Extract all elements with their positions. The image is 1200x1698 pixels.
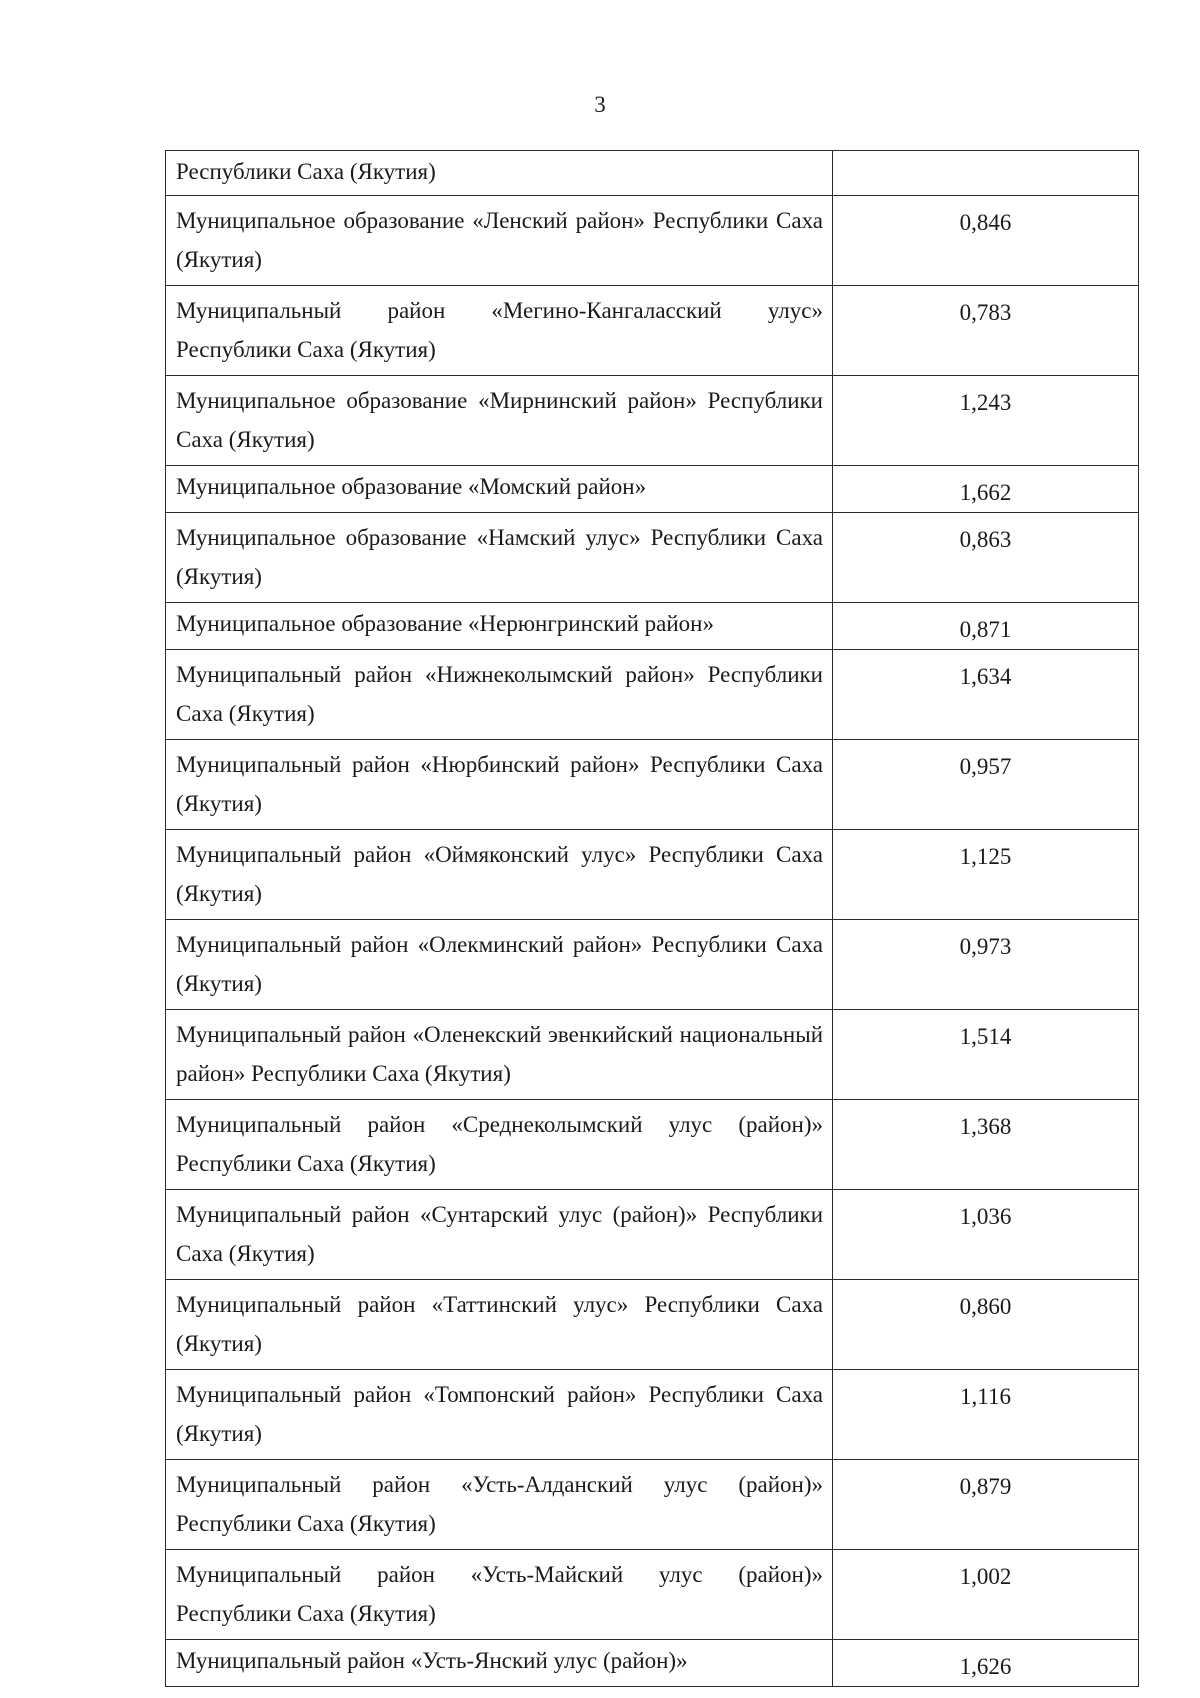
table-row [166, 1190, 1138, 1280]
table-row [166, 1460, 1138, 1550]
district-name-cell: Муниципальное образование «Мирнинский район» Республики Саха (Якутия) [166, 376, 833, 465]
coefficient-cell: 0,957 [959, 754, 1012, 779]
coefficient-cell: 1,626 [959, 1654, 1012, 1679]
district-name-cell: Муниципальный район «Мегино-Кангаласский улус» Республики Саха (Якутия) [166, 286, 833, 375]
coefficient-cell: 0,783 [959, 300, 1012, 325]
district-name-cell: Муниципальное образование «Намский улус» Республики Саха (Якутия) [166, 513, 833, 602]
coefficient-cell: 1,036 [959, 1204, 1012, 1229]
coefficient-cell: 1,514 [959, 1024, 1012, 1049]
district-name-cell: Муниципальный район «Сунтарский улус (район)» Республики Саха (Якутия) [166, 1190, 833, 1279]
coefficient-cell: 1,125 [959, 844, 1012, 869]
table-row [166, 196, 1138, 286]
coefficient-cell: 0,879 [959, 1474, 1012, 1499]
coefficient-cell: 1,116 [960, 1384, 1011, 1409]
table-row [166, 151, 1138, 196]
coefficient-cell: 0,860 [959, 1294, 1012, 1319]
district-name-cell: Муниципальный район «Усть-Майский улус (район)» Республики Саха (Якутия) [166, 1550, 833, 1639]
coefficient-cell: 0,863 [959, 527, 1012, 552]
table-row [166, 1280, 1138, 1370]
table-row [166, 1640, 1138, 1686]
table-row [166, 650, 1138, 740]
district-name-cell: Муниципальный район «Олекминский район» Республики Саха (Якутия) [166, 920, 833, 1009]
coefficient-cell [833, 151, 1138, 195]
district-name-cell: Муниципальное образование «Ленский район» Республики Саха (Якутия) [166, 196, 833, 285]
district-name-cell: Муниципальный район «Усть-Алданский улус (район)» Республики Саха (Якутия) [166, 1460, 833, 1549]
table-row [166, 466, 1138, 513]
table-row [166, 376, 1138, 466]
table-row [166, 740, 1138, 830]
page-number: 3 [594, 92, 606, 117]
coefficient-cell: 0,871 [959, 617, 1012, 642]
table-row [166, 513, 1138, 603]
district-name-cell: Муниципальный район «Оймяконский улус» Республики Саха (Якутия) [166, 830, 833, 919]
coefficient-cell: 1,368 [959, 1114, 1012, 1139]
district-name-cell: Муниципальный район «Среднеколымский улус (район)» Республики Саха (Якутия) [166, 1100, 833, 1189]
table-row [166, 1370, 1138, 1460]
coefficient-cell: 1,243 [959, 390, 1012, 415]
district-name-cell: Муниципальный район «Таттинский улус» Республики Саха (Якутия) [166, 1280, 833, 1369]
district-name-cell: Муниципальное образование «Момский район» [166, 466, 833, 512]
table-row [166, 1550, 1138, 1640]
district-name-cell: Муниципальный район «Нижнеколымский район» Республики Саха (Якутия) [166, 650, 833, 739]
coefficient-cell: 1,662 [959, 480, 1012, 505]
coefficient-cell: 0,973 [959, 934, 1012, 959]
table-row [166, 1100, 1138, 1190]
district-name-cell: Муниципальный район «Томпонский район» Республики Саха (Якутия) [166, 1370, 833, 1459]
coefficient-cell: 0,846 [959, 210, 1012, 235]
coefficient-cell: 1,634 [959, 664, 1012, 689]
table-row [166, 603, 1138, 650]
table-row [166, 286, 1138, 376]
coefficients-table [165, 150, 1139, 1687]
district-name-cell: Республики Саха (Якутия) [166, 151, 833, 195]
district-name-cell: Муниципальный район «Нюрбинский район» Республики Саха (Якутия) [166, 740, 833, 829]
table-row [166, 830, 1138, 920]
table-row [166, 1010, 1138, 1100]
district-name-cell: Муниципальный район «Усть-Янский улус (район)» [166, 1640, 833, 1686]
district-name-cell: Муниципальное образование «Нерюнгринский район» [166, 603, 833, 649]
district-name-cell: Муниципальный район «Оленекский эвенкийский национальный район» Республики Саха (Якутия) [166, 1010, 833, 1099]
coefficient-cell: 1,002 [959, 1564, 1012, 1589]
table-row [166, 920, 1138, 1010]
